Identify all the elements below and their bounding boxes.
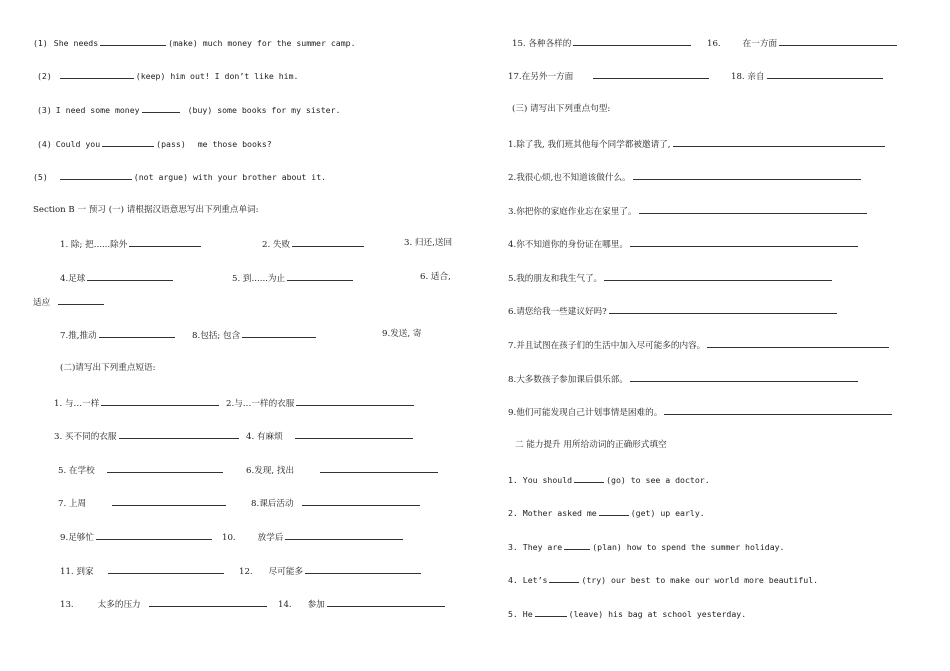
- answer-blank[interactable]: [664, 405, 892, 415]
- word-3: 3. 归还,送回: [404, 238, 453, 248]
- answer-blank[interactable]: [673, 137, 885, 147]
- answer-blank[interactable]: [87, 271, 173, 281]
- phrase-13: 13. 太多的压力: [60, 597, 269, 611]
- sentences-heading: (三) 请写出下列重点句型:: [512, 104, 611, 114]
- phrase-6: 6.发现, 找出: [246, 463, 440, 477]
- answer-blank[interactable]: [609, 304, 837, 314]
- answer-blank[interactable]: [96, 530, 212, 540]
- sentence-4: 4.你不知道你的身份证在哪里。: [508, 237, 860, 251]
- answer-blank[interactable]: [630, 237, 858, 247]
- ability-item-4: 4. Let’s (try) our best to make our world more beautiful.: [508, 575, 819, 585]
- phrase-5: 5. 在学校: [58, 463, 225, 477]
- ability-heading: 二 能力提升 用所给动词的正确形式填空: [515, 440, 667, 450]
- word-5: 5. 到......为止: [232, 271, 355, 285]
- phrase-3: 3. 买不同的衣服: [54, 429, 241, 443]
- phrase-16: 16. 在一方面: [707, 36, 899, 50]
- answer-blank[interactable]: [767, 69, 883, 79]
- fill-item-4: (4) Could you (pass) me those books?: [37, 139, 272, 149]
- word-6-cont: 适应: [33, 295, 106, 309]
- answer-blank[interactable]: [58, 295, 104, 305]
- answer-blank[interactable]: [100, 36, 166, 46]
- phrase-1: 1. 与…一样: [54, 396, 221, 410]
- section-b-heading: Section B 一 预习 (一) 请根据汉语意思写出下列重点单词:: [33, 205, 259, 215]
- answer-blank[interactable]: [60, 69, 134, 79]
- answer-blank[interactable]: [149, 597, 267, 607]
- sentence-5: 5.我的朋友和我生气了。: [508, 271, 834, 285]
- answer-blank[interactable]: [102, 137, 154, 147]
- phrases-heading: (二)请写出下列重点短语:: [60, 363, 156, 373]
- phrase-17: 17.在另外一方面: [508, 69, 711, 83]
- phrase-12: 12. 尽可能多: [239, 564, 423, 578]
- word-1: 1. 除; 把......除外: [60, 237, 203, 251]
- word-9: 9.发送, 寄: [382, 329, 422, 339]
- phrase-8: 8.课后活动: [251, 496, 422, 510]
- answer-blank[interactable]: [295, 429, 413, 439]
- sentence-1: 1.除了我, 我们班其他每个同学都被邀请了,: [508, 137, 887, 151]
- answer-blank[interactable]: [564, 540, 590, 550]
- right-column: [475, 0, 950, 671]
- word-2: 2. 失败: [262, 237, 366, 251]
- phrase-11: 11. 到家: [60, 564, 226, 578]
- ability-item-5: 5. He (leave) his bag at school yesterday.: [508, 609, 747, 619]
- answer-blank[interactable]: [129, 237, 201, 247]
- answer-blank[interactable]: [535, 607, 567, 617]
- answer-blank[interactable]: [599, 506, 629, 516]
- answer-blank[interactable]: [142, 103, 180, 113]
- answer-blank[interactable]: [302, 496, 420, 506]
- ability-item-1: 1. You should (go) to see a doctor.: [508, 475, 710, 485]
- answer-blank[interactable]: [112, 496, 226, 506]
- answer-blank[interactable]: [287, 271, 353, 281]
- answer-blank[interactable]: [327, 597, 445, 607]
- phrase-9: 9.足够忙: [60, 530, 214, 544]
- phrase-7: 7. 上周: [58, 496, 228, 510]
- answer-blank[interactable]: [292, 237, 364, 247]
- ability-item-3: 3. They are (plan) how to spend the summer holiday.: [508, 542, 785, 552]
- fill-item-5: (5) (not argue) with your brother about it.: [33, 172, 327, 182]
- answer-blank[interactable]: [633, 170, 861, 180]
- answer-blank[interactable]: [630, 372, 858, 382]
- answer-blank[interactable]: [119, 429, 239, 439]
- sentence-7: 7.并且试图在孩子们的生活中加入尽可能多的内容。: [508, 338, 891, 352]
- fill-item-2: (2) (keep) him out! I don’t like him.: [37, 71, 299, 81]
- answer-blank[interactable]: [320, 463, 438, 473]
- phrase-15: 15. 各种各样的: [512, 36, 693, 50]
- answer-blank[interactable]: [108, 564, 224, 574]
- phrase-18: 18. 亲自: [731, 69, 885, 83]
- answer-blank[interactable]: [779, 36, 897, 46]
- answer-blank[interactable]: [574, 473, 604, 483]
- phrase-2: 2.与…一样的衣服: [226, 396, 416, 410]
- answer-blank[interactable]: [639, 204, 867, 214]
- sentence-8: 8.大多数孩子参加课后俱乐部。: [508, 372, 860, 386]
- answer-blank[interactable]: [60, 170, 132, 180]
- phrase-14: 14. 参加: [278, 597, 447, 611]
- fill-item-3: (3) I need some money (buy) some books for my sister.: [37, 105, 341, 115]
- word-7: 7.推,推动: [60, 328, 177, 342]
- answer-blank[interactable]: [593, 69, 709, 79]
- answer-blank[interactable]: [242, 328, 316, 338]
- word-8: 8.包括; 包含: [192, 328, 318, 342]
- sentence-2: 2.我很心烦,也不知道该做什么。: [508, 170, 863, 184]
- answer-blank[interactable]: [573, 36, 691, 46]
- phrase-10: 10. 放学后: [222, 530, 405, 544]
- fill-item-1: (1) She needs (make) much money for the summer camp.: [33, 38, 356, 48]
- answer-blank[interactable]: [285, 530, 403, 540]
- answer-blank[interactable]: [107, 463, 223, 473]
- word-4: 4.足球: [60, 271, 175, 285]
- sentence-6: 6.请您给我一些建议好吗?: [508, 304, 839, 318]
- sentence-3: 3.你把你的家庭作业忘在家里了。: [508, 204, 869, 218]
- answer-blank[interactable]: [549, 573, 579, 583]
- phrase-4: 4. 有麻烦: [246, 429, 415, 443]
- answer-blank[interactable]: [707, 338, 889, 348]
- sentence-9: 9.他们可能发现自己计划事情是困难的。: [508, 405, 894, 419]
- answer-blank[interactable]: [296, 396, 414, 406]
- answer-blank[interactable]: [604, 271, 832, 281]
- ability-item-2: 2. Mother asked me (get) up early.: [508, 508, 705, 518]
- answer-blank[interactable]: [101, 396, 219, 406]
- answer-blank[interactable]: [305, 564, 421, 574]
- word-6: 6. 适合,: [420, 272, 451, 282]
- answer-blank[interactable]: [99, 328, 175, 338]
